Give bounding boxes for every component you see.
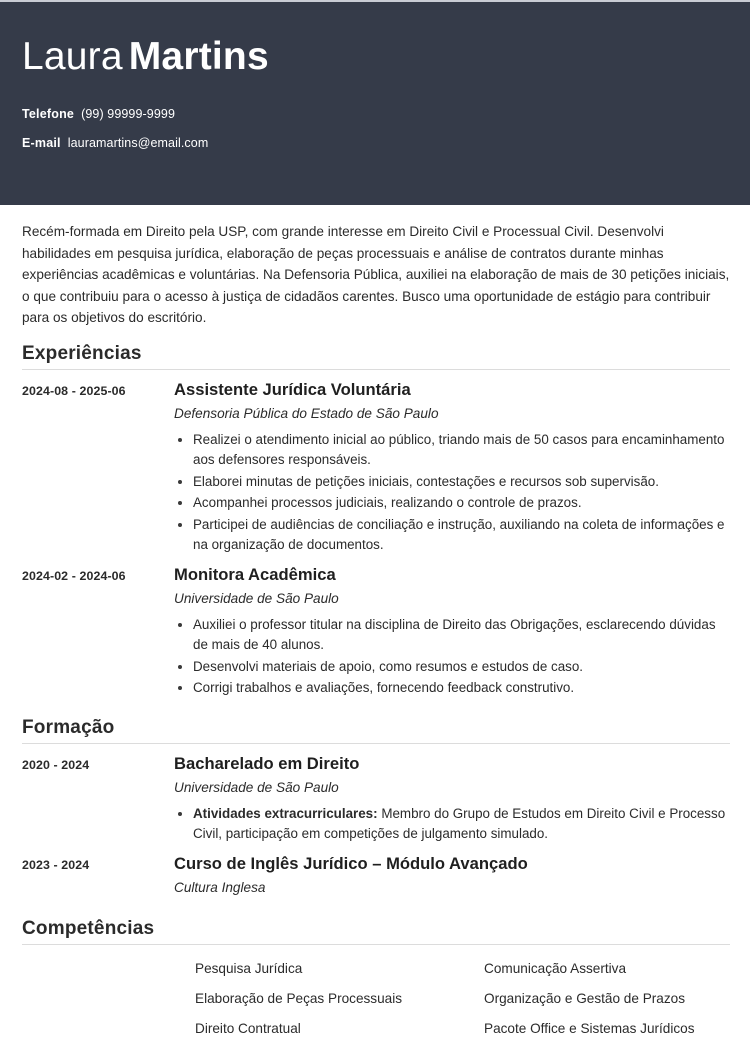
entry-date: 2023 - 2024 bbox=[22, 857, 90, 872]
list-item bbox=[174, 678, 734, 699]
entry-title: Assistente Jurídica Voluntária bbox=[174, 379, 411, 399]
contact-phone-value: (99) 99999-9999 bbox=[81, 107, 176, 121]
skills-grid bbox=[22, 954, 740, 1044]
section-divider bbox=[22, 944, 730, 945]
bullet-text: Acompanhei processos judiciais, realizando o controle de prazos. bbox=[193, 495, 582, 510]
bullet-text: Elaborei minutas de petições iniciais, contestações e recursos sob supervisão. bbox=[193, 473, 659, 489]
education-entry bbox=[22, 853, 740, 904]
entry-details bbox=[174, 753, 740, 849]
experience-entry bbox=[22, 379, 740, 560]
section-experience bbox=[22, 343, 740, 703]
resume-body bbox=[0, 221, 750, 1044]
section-divider bbox=[22, 369, 730, 370]
list-item: Comunicação Assertiva bbox=[484, 960, 627, 976]
entry-organization: Defensoria Pública do Estado de São Paulo bbox=[174, 405, 439, 421]
bullet-text: Desenvolvi materiais de apoio, como resumos e estudos de caso. bbox=[193, 658, 584, 674]
bullet-text: Corrigi trabalhos e avaliações, fornecendo feedback construtivo. bbox=[193, 680, 575, 695]
section-skills bbox=[22, 918, 740, 1044]
entry-organization: Universidade de São Paulo bbox=[174, 779, 339, 795]
experience-entry bbox=[22, 564, 740, 703]
bullet-text: Participei de audiências de conciliação e instrução, auxiliando na coleta de informações e na organização de documentos. bbox=[193, 516, 725, 552]
contact-email-value[interactable]: lauramartins@email.com bbox=[67, 136, 209, 150]
section-title-experience: Experiências bbox=[22, 342, 142, 364]
list-item bbox=[174, 657, 734, 678]
bullet-text: Realizei o atendimento inicial ao público, triando mais de 50 casos para encaminhamento aos defensores responsáveis. bbox=[193, 431, 725, 467]
entry-bullet-list bbox=[174, 615, 734, 699]
list-item bbox=[174, 615, 734, 656]
list-item bbox=[174, 493, 734, 514]
list-item: Pesquisa Jurídica bbox=[195, 960, 303, 976]
entry-title: Monitora Acadêmica bbox=[174, 564, 336, 584]
list-item: Elaboração de Peças Processuais bbox=[195, 990, 403, 1006]
resume-header bbox=[0, 2, 750, 205]
skills-column-right bbox=[484, 954, 750, 1044]
list-item bbox=[174, 472, 734, 493]
page-title bbox=[22, 34, 728, 80]
entry-title: Bacharelado em Direito bbox=[174, 753, 360, 773]
list-item bbox=[174, 804, 734, 845]
list-item bbox=[174, 430, 734, 471]
list-item: Organização e Gestão de Prazos bbox=[484, 990, 685, 1006]
skills-column-left bbox=[195, 954, 484, 1044]
entry-date: 2024-02 - 2024-06 bbox=[22, 568, 126, 583]
professional-summary: Recém-formada em Direito pela USP, com grande interesse em Direito Civil e Processual Civil. Desenvolvi habilidades em pesquisa jurídica, elaboração de peças processuais e análise de contratos durante minhas experiências acadêmicas e voluntárias. Na Defensoria Pública, auxiliei na elaboração de mais de 30 petições iniciais, o que contribuiu para o acesso à justiça de cidadãos carentes. Busco uma oportunidade de estágio para contribuir para os objetivos do escritório. bbox=[22, 224, 730, 325]
contact-list bbox=[22, 106, 728, 152]
bullet-text: Membro do Grupo de Estudos em Direito Civil e Processo Civil, participação em competições de julgamento simulado. bbox=[193, 805, 726, 841]
list-item: Direito Contratual bbox=[195, 1020, 301, 1036]
contact-email-label: E-mail bbox=[22, 136, 61, 150]
entry-bullet-list bbox=[174, 804, 734, 845]
section-education bbox=[22, 717, 740, 904]
first-name: Laura bbox=[22, 35, 123, 78]
bullet-label: Atividades extracurriculares: bbox=[193, 805, 378, 821]
entry-bullet-list bbox=[174, 430, 734, 556]
contact-phone bbox=[22, 106, 728, 123]
contact-phone-label: Telefone bbox=[22, 107, 75, 121]
last-name: Martins bbox=[128, 35, 269, 78]
education-entry bbox=[22, 753, 740, 849]
contact-email bbox=[22, 135, 728, 152]
section-title-skills: Competências bbox=[22, 917, 155, 939]
bullet-text: Auxiliei o professor titular na disciplina de Direito das Obrigações, esclarecendo dúvidas de mais de 40 alunos. bbox=[193, 616, 716, 652]
entry-title: Curso de Inglês Jurídico – Módulo Avançado bbox=[174, 853, 528, 873]
entry-details bbox=[174, 853, 740, 904]
entry-organization: Universidade de São Paulo bbox=[174, 590, 339, 606]
list-item bbox=[174, 515, 734, 556]
entry-details bbox=[174, 379, 740, 560]
entry-organization: Cultura Inglesa bbox=[174, 879, 266, 895]
list-item: Pacote Office e Sistemas Jurídicos bbox=[484, 1020, 695, 1036]
entry-details bbox=[174, 564, 740, 703]
section-title-education: Formação bbox=[22, 716, 115, 738]
entry-date: 2024-08 - 2025-06 bbox=[22, 383, 126, 398]
section-divider bbox=[22, 743, 730, 744]
entry-date: 2020 - 2024 bbox=[22, 757, 90, 772]
